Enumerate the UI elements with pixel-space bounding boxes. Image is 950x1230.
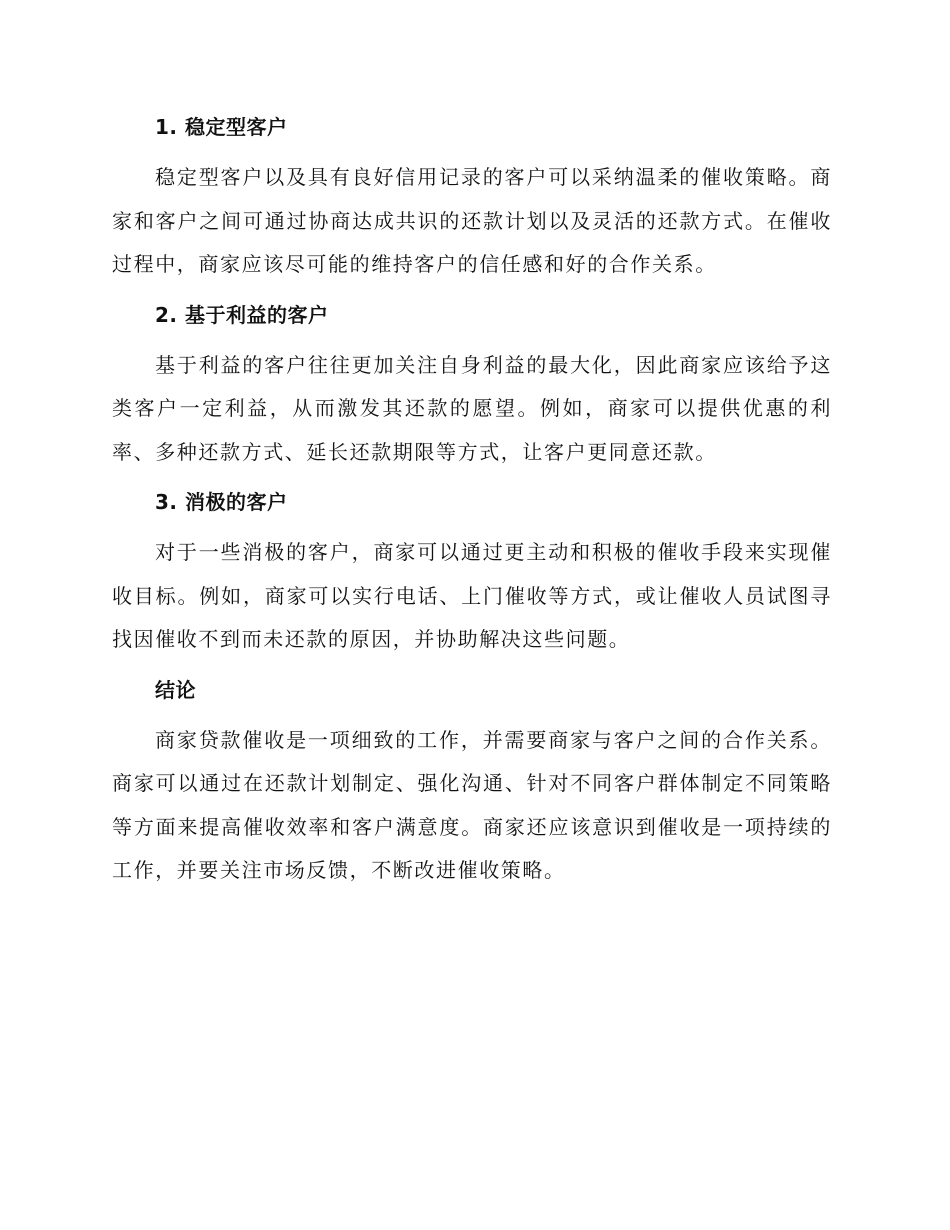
document-content bbox=[112, 108, 832, 902]
section-heading-negative-customers: 3. 消极的客户 bbox=[155, 490, 288, 514]
section-body-conclusion: 商家贷款催收是一项细致的工作，并需要商家与客户之间的合作关系。商家可以通过在还款计划制定、强化沟通、针对不同客户群体制定不同策略等方面来提高催收效率和客户满意度。商家还应该意识到催收是一项持续的工作，并要关注市场反馈，不断改进催收策略。 bbox=[112, 727, 832, 882]
section-body-negative-customers: 对于一些消极的客户，商家可以通过更主动和积极的催收手段来实现催收目标。例如，商家可以实行电话、上门催收等方式，或让催收人员试图寻找因催收不到而未还款的原因，并协助解决这些问题。 bbox=[112, 540, 832, 651]
section-body-stable-customers: 稳定型客户以及具有良好信用记录的客户可以采纳温柔的催收策略。商家和客户之间可通过协商达成共识的还款计划以及灵活的还款方式。在催收过程中，商家应该尽可能的维持客户的信任感和好的合作关系。 bbox=[112, 165, 832, 276]
section-heading-stable-customers: 1. 稳定型客户 bbox=[155, 115, 288, 139]
section-heading-conclusion: 结论 bbox=[155, 677, 196, 702]
section-heading-interest-customers: 2. 基于利益的客户 bbox=[155, 302, 329, 327]
section-body-interest-customers: 基于利益的客户往往更加关注自身利益的最大化，因此商家应该给予这类客户一定利益，从而激发其还款的愿望。例如，商家可以提供优惠的利率、多种还款方式、延长还款期限等方式，让客户更同意还款。 bbox=[112, 352, 832, 464]
